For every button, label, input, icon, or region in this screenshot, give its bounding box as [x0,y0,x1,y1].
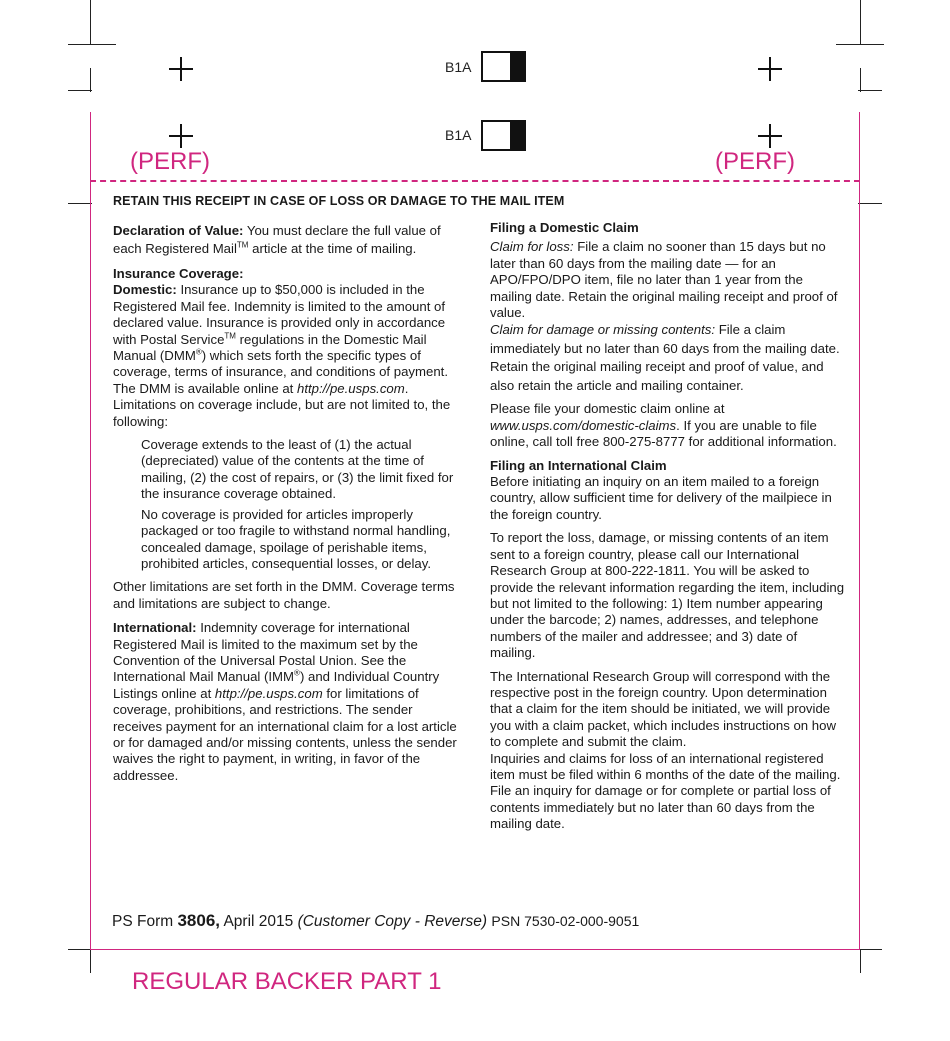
color-bar-bottom [481,120,526,151]
claim-loss-paragraph: Claim for loss: File a claim no sooner than 15 days but no later than 60 days from the mailing date — for an APO/FPO/DPO item, file no later than 1 year from the mailing date. Retain the original mailing receipt and proof of value. [490,239,838,321]
trademark-symbol: TM [236,240,249,250]
trim-line-bottom-right-v [860,949,861,973]
left-column [113,222,465,791]
trim-line-bottom-left-v [90,949,91,973]
b1a-label-bottom: B1A [445,127,472,143]
declaration-text-2: article at the time of mailing. [252,241,417,256]
form-footer [112,911,639,931]
copy-designation: (Customer Copy - Reverse) [297,913,488,930]
claim-damage-label: Claim for damage or missing contents: [490,322,716,338]
report-paragraph: To report the loss, damage, or missing contents of an item sent to a foreign country, please call our International Research Group at 800-222-1811. You will be asked to provide the relevant information regarding the item, including but not limited to the following: 1) Item number appearing under the barcode; 2) names, addresses, and telephone numbers of the mailer and addressee; and 3) date of mailing. [490,530,845,661]
international-paragraph: International: Indemnity coverage for international Registered Mail is limited to the maximum set by the Convention of the Universal Postal Union. See the International Mail Manual (IMM®) and Individual Country Listings online at http://pe.usps.com for limitations of coverage, prohibitions, and restrictions. The sender receives payment for an international claim for a lost article or for damaged and/or missing contents, unless the sender waives the right to payment, in writing, in favor of the addressee. [113,620,457,783]
trim-line-upper-left [68,90,92,91]
border-left [90,112,91,950]
declaration-title: Declaration of Value: [113,223,244,238]
trim-line-top-left [68,44,116,45]
trim-line-top-right [836,44,884,45]
domestic-claim-title: Filing a Domestic Claim [490,220,639,235]
form-date: April 2015 [223,913,294,930]
imm-link[interactable]: http://pe.usps.com [214,685,323,701]
international-title: International: [113,620,197,636]
border-right [859,112,860,950]
trim-line-mid-right [858,203,882,204]
trim-line-top-left-v [90,0,91,44]
perf-label-right: (PERF) [715,148,795,175]
perf-label-left: (PERF) [130,148,210,175]
claim-damage-paragraph: Claim for damage or missing contents: File a claim immediately but no later than 60 days from the mailing date. Retain the original mailing receipt and proof of value, and also retain the article and mailing container. [490,322,840,393]
b1a-label-top: B1A [445,59,472,75]
registration-crosshair-icon [169,124,193,148]
research-group-paragraph: The International Research Group will correspond with the respective post in the foreign country. Upon determination that a claim for the item should be initiated, we will provide you with a claim packet, which includes instructions on how to complete and submit the claim. [490,668,836,750]
trim-line-mid-left [68,203,92,204]
trim-line-bottom-right [858,949,882,950]
declaration-text: You must declare the full value of each Registered Mail [113,223,441,256]
trim-line-upper-left-v [90,68,91,92]
coverage-bullet-2: No coverage is provided for articles improperly packaged or too fragile to withstand normal handling, concealed damage, spoilage of perishable items, prohibited articles, consequential losses, or delay. [141,506,451,571]
backer-label: REGULAR BACKER PART 1 [132,968,442,995]
form-label: PS Form [112,913,174,930]
inquiries-paragraph: Inquiries and claims for loss of an international registered item must be filed within 6 months of the date of the mailing. File an inquiry for damage or for complete or partial loss of contents immediately but no later than 60 days from the mailing date. [490,750,841,832]
perforation-line [90,180,860,182]
declaration-paragraph [113,222,465,258]
trim-line-upper-right-v [860,68,861,92]
domestic-claims-link[interactable]: www.usps.com/domestic-claims [490,417,677,433]
trim-line-bottom-left [68,949,92,950]
form-number: 3806, [177,911,221,930]
coverage-bullet-1: Coverage extends to the least of (1) the actual (depreciated) value of the contents at the time of mailing, (2) the cost of repairs, or (3) the limit fixed for the insurance coverage obtained. [141,437,454,502]
trim-line-upper-right [858,90,882,91]
domestic-title: Domestic: [113,282,177,298]
trim-line-top-right-v [860,0,861,44]
border-bottom [90,949,860,950]
international-claim-title: Filing an International Claim [490,457,667,473]
international-claim-paragraph: Before initiating an inquiry on an item mailed to a foreign country, allow sufficient time for delivery of the mailpiece in the foreign country. [490,474,832,522]
psn-number: PSN 7530-02-000-9051 [491,913,640,929]
color-bar-top [481,51,526,82]
domestic-paragraph: Domestic: Insurance up to $50,000 is included in the Registered Mail fee. Indemnity is limited to the amount of declared value. Insurance is provided only in accordance with Postal Service™ regulations in the Domestic Mail Manual (DMM®) which sets forth the specific types of coverage, terms of insurance, and conditions of payment. The DMM is available online at http://pe.usps.com. Limitations on coverage include, but are not limited to, the following: [113,282,451,429]
other-limitations: Other limitations are set forth in the DMM. Coverage terms and limitations are subject to change. [113,579,455,611]
online-claim-paragraph: Please file your domestic claim online at www.usps.com/domestic-claims. If you are unable to file online, call toll free 800-275-8777 for additional information. [490,401,837,450]
registration-crosshair-icon [758,57,782,81]
registration-crosshair-icon [758,124,782,148]
retain-receipt-heading: RETAIN THIS RECEIPT IN CASE OF LOSS OR DAMAGE TO THE MAIL ITEM [113,194,565,208]
right-column [490,220,846,833]
claim-loss-label: Claim for loss: [490,239,574,255]
insurance-title: Insurance Coverage: [113,266,244,281]
registration-crosshair-icon [169,57,193,81]
dmm-link[interactable]: http://pe.usps.com [296,380,405,396]
